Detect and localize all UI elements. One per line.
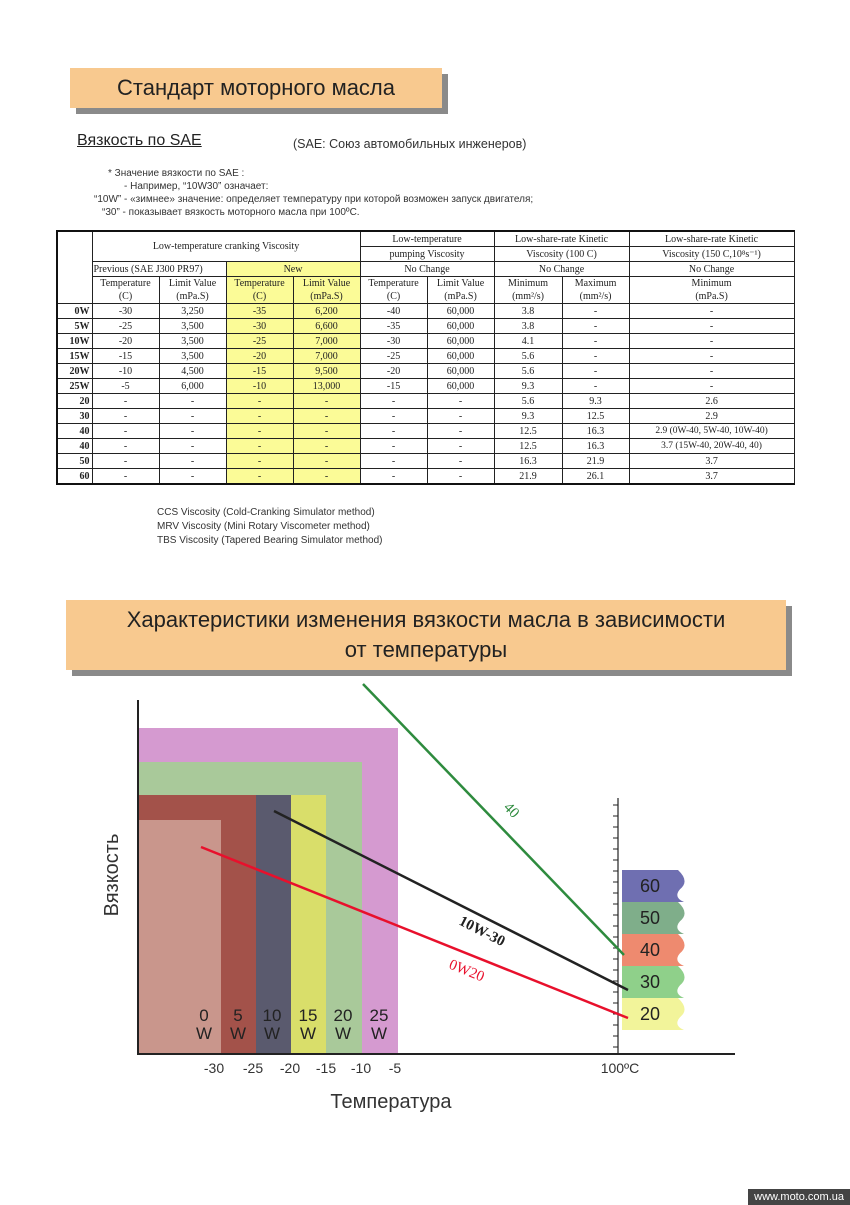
table-cell: - bbox=[92, 409, 159, 424]
grade-cell: 10W bbox=[57, 334, 92, 349]
table-cell: - bbox=[92, 454, 159, 469]
table-cell: - bbox=[629, 319, 794, 334]
table-cell: - bbox=[562, 379, 629, 394]
winter-grade-number: 5 bbox=[233, 1006, 243, 1025]
winter-grade-number: 15 bbox=[298, 1006, 318, 1025]
series-label-0w20: 0W20 bbox=[446, 956, 487, 986]
grade-cell: 0W bbox=[57, 304, 92, 319]
table-cell: - bbox=[159, 454, 226, 469]
table-cell: -35 bbox=[226, 304, 293, 319]
table-cell: 12.5 bbox=[562, 409, 629, 424]
summer-grade-label: 50 bbox=[639, 908, 661, 928]
header-previous: Previous (SAE J300 PR97) bbox=[92, 262, 226, 277]
header-pumping-2: pumping Viscosity bbox=[360, 247, 494, 262]
grade-cell: 40 bbox=[57, 439, 92, 454]
x-tick-label: -20 bbox=[279, 1060, 301, 1076]
header-no-change: No Change bbox=[360, 262, 494, 277]
x-axis-label: Температура bbox=[330, 1091, 452, 1113]
grade-cell: 40 bbox=[57, 424, 92, 439]
axis-100c-ticks bbox=[613, 805, 618, 1047]
header-pumping-1: Low-temperature bbox=[360, 231, 494, 247]
grade-cell: 25W bbox=[57, 379, 92, 394]
chart-title-line-2: от температуры bbox=[344, 637, 508, 662]
table-cell: - bbox=[427, 409, 494, 424]
note-line: - Например, “10W30” означает: bbox=[124, 181, 269, 192]
section-heading: Вязкость по SAE bbox=[77, 132, 202, 149]
table-cell: - bbox=[360, 409, 427, 424]
table-cell: -20 bbox=[360, 364, 427, 379]
table-cell: 16.3 bbox=[562, 439, 629, 454]
series-line-40 bbox=[363, 684, 624, 955]
header-no-change: No Change bbox=[629, 262, 794, 277]
table-cell: 7,000 bbox=[293, 334, 360, 349]
table-cell: 60,000 bbox=[427, 364, 494, 379]
table-cell: 9.3 bbox=[494, 379, 562, 394]
table-cell: - bbox=[360, 469, 427, 485]
col-header: Temperature (C) bbox=[226, 277, 293, 304]
table-cell: - bbox=[226, 394, 293, 409]
table-cell: 9,500 bbox=[293, 364, 360, 379]
table-cell: - bbox=[293, 454, 360, 469]
table-cell: -15 bbox=[226, 364, 293, 379]
grade-cell: 15W bbox=[57, 349, 92, 364]
section-note: (SAE: Союз автомобильных инженеров) bbox=[293, 137, 527, 151]
table-cell: - bbox=[427, 469, 494, 485]
table-cell: - bbox=[629, 379, 794, 394]
grade-cell: 30 bbox=[57, 409, 92, 424]
table-cell: 12.5 bbox=[494, 424, 562, 439]
table-cell: 5.6 bbox=[494, 364, 562, 379]
table-cell: - bbox=[226, 409, 293, 424]
table-cell: - bbox=[562, 304, 629, 319]
table-cell: 3.7 bbox=[629, 469, 794, 485]
table-cell: 60,000 bbox=[427, 349, 494, 364]
winter-grade-number: 25 bbox=[369, 1006, 389, 1025]
table-cell: - bbox=[226, 439, 293, 454]
table-cell: 3.8 bbox=[494, 304, 562, 319]
header-kin150-2: Viscosity (150 C,10⁸s⁻¹) bbox=[629, 247, 794, 262]
x-tick-label: -5 bbox=[388, 1060, 402, 1076]
table-cell: 3,250 bbox=[159, 304, 226, 319]
winter-grade-unit: W bbox=[299, 1024, 317, 1043]
method-note: MRV Viscosity (Mini Rotary Viscometer method) bbox=[157, 521, 370, 532]
table-cell: 5.6 bbox=[494, 349, 562, 364]
table-cell: -35 bbox=[360, 319, 427, 334]
table-cell: 60,000 bbox=[427, 319, 494, 334]
table-cell: - bbox=[427, 454, 494, 469]
header-new: New bbox=[226, 262, 360, 277]
summer-grade-label: 40 bbox=[639, 940, 661, 960]
note-line: “10W” - «зимнее» значение: определяет температуру при которой возможен запуск двигателя; bbox=[94, 194, 534, 205]
table-cell: - bbox=[293, 469, 360, 485]
table-cell: 4.1 bbox=[494, 334, 562, 349]
table-cell: 6,000 bbox=[159, 379, 226, 394]
table-cell: 3.8 bbox=[494, 319, 562, 334]
col-header: Minimum (mPa.S) bbox=[629, 277, 794, 304]
table-cell: - bbox=[92, 469, 159, 485]
table-cell: -30 bbox=[360, 334, 427, 349]
table-cell: 7,000 bbox=[293, 349, 360, 364]
col-header: Temperature (C) bbox=[360, 277, 427, 304]
table-cell: 3,500 bbox=[159, 349, 226, 364]
table-cell: 3,500 bbox=[159, 334, 226, 349]
table-cell: 16.3 bbox=[562, 424, 629, 439]
table-cell: 3,500 bbox=[159, 319, 226, 334]
table-cell: 21.9 bbox=[494, 469, 562, 485]
table-cell: 2.9 bbox=[629, 409, 794, 424]
header-kin150-1: Low-share-rate Kinetic bbox=[629, 231, 794, 247]
method-note: CCS Viscosity (Cold-Cranking Simulator method) bbox=[157, 507, 375, 518]
table-cell: 60,000 bbox=[427, 334, 494, 349]
grade-cell: 20 bbox=[57, 394, 92, 409]
table-cell: - bbox=[226, 469, 293, 485]
table-cell: - bbox=[562, 319, 629, 334]
table-cell: - bbox=[360, 454, 427, 469]
table-cell: - bbox=[226, 454, 293, 469]
table-cell: - bbox=[360, 439, 427, 454]
winter-grade-unit: W bbox=[229, 1024, 247, 1043]
table-cell: - bbox=[159, 409, 226, 424]
x-tick-label: -30 bbox=[203, 1060, 225, 1076]
table-cell: -30 bbox=[226, 319, 293, 334]
note-line: “30” - показывает вязкость моторного масла при 100ºC. bbox=[102, 207, 360, 218]
table-cell: -25 bbox=[92, 319, 159, 334]
table-cell: 13,000 bbox=[293, 379, 360, 394]
table-cell: - bbox=[293, 439, 360, 454]
table-cell: -20 bbox=[92, 334, 159, 349]
table-cell: 6,600 bbox=[293, 319, 360, 334]
table-cell: - bbox=[629, 304, 794, 319]
table-cell: 60,000 bbox=[427, 379, 494, 394]
table-cell: - bbox=[427, 439, 494, 454]
x-tick-label: -15 bbox=[315, 1060, 337, 1076]
x-axis-ticks bbox=[204, 1060, 639, 1076]
header-kin100-1: Low-share-rate Kinetic bbox=[494, 231, 629, 247]
winter-grade-unit: W bbox=[195, 1024, 213, 1043]
x-tick-label: -25 bbox=[242, 1060, 264, 1076]
table-cell: - bbox=[629, 364, 794, 379]
table-cell: -20 bbox=[226, 349, 293, 364]
series-label-40: 40 bbox=[500, 799, 523, 822]
header-no-change: No Change bbox=[494, 262, 629, 277]
col-header: Limit Value (mPa.S) bbox=[293, 277, 360, 304]
grade-cell: 50 bbox=[57, 454, 92, 469]
table-cell: 9.3 bbox=[562, 394, 629, 409]
table-cell: 21.9 bbox=[562, 454, 629, 469]
winter-grade-number: 20 bbox=[333, 1006, 353, 1025]
summer-grade-bands bbox=[622, 870, 685, 1030]
watermark: www.moto.com.ua bbox=[748, 1189, 850, 1205]
table-cell: -10 bbox=[92, 364, 159, 379]
table-cell: 3.7 (15W-40, 20W-40, 40) bbox=[629, 439, 794, 454]
table-cell: - bbox=[629, 349, 794, 364]
table-cell: - bbox=[92, 424, 159, 439]
col-header: Limit Value (mPa.S) bbox=[159, 277, 226, 304]
table-cell: -30 bbox=[92, 304, 159, 319]
table-cell: -15 bbox=[360, 379, 427, 394]
chart-title-line-1: Характеристики изменения вязкости масла в зависимости bbox=[126, 607, 726, 632]
table-cell: 9.3 bbox=[494, 409, 562, 424]
table-cell: - bbox=[159, 439, 226, 454]
winter-grade-unit: W bbox=[334, 1024, 352, 1043]
table-cell: - bbox=[360, 424, 427, 439]
x-tick-label: -10 bbox=[350, 1060, 372, 1076]
table-cell: - bbox=[226, 424, 293, 439]
table-cell: 6,200 bbox=[293, 304, 360, 319]
table-cell: -25 bbox=[360, 349, 427, 364]
winter-grade-unit: W bbox=[263, 1024, 281, 1043]
summer-grade-label: 30 bbox=[639, 972, 661, 992]
table-cell: - bbox=[92, 439, 159, 454]
table-cell: -25 bbox=[226, 334, 293, 349]
col-header: Limit Value (mPa.S) bbox=[427, 277, 494, 304]
grade-cell: 20W bbox=[57, 364, 92, 379]
table-cell: 2.9 (0W-40, 5W-40, 10W-40) bbox=[629, 424, 794, 439]
table-cell: -15 bbox=[92, 349, 159, 364]
table-cell: - bbox=[562, 364, 629, 379]
table-cell: - bbox=[427, 424, 494, 439]
grade-cell: 60 bbox=[57, 469, 92, 485]
winter-grade-number: 10 bbox=[262, 1006, 282, 1025]
table-cell: 12.5 bbox=[494, 439, 562, 454]
page-title-text: Стандарт моторного масла bbox=[117, 75, 395, 100]
table-cell: -40 bbox=[360, 304, 427, 319]
table-cell: - bbox=[293, 409, 360, 424]
table-cell: - bbox=[293, 424, 360, 439]
header-kin100-2: Viscosity (100 C) bbox=[494, 247, 629, 262]
col-header: Temperature (C) bbox=[92, 277, 159, 304]
table-cell: 16.3 bbox=[494, 454, 562, 469]
table-cell: - bbox=[562, 334, 629, 349]
table-cell: - bbox=[159, 469, 226, 485]
winter-grade-number: 0 bbox=[199, 1006, 209, 1025]
x-tick-label: 100ºC bbox=[600, 1060, 640, 1076]
table-cell: 26.1 bbox=[562, 469, 629, 485]
table-cell: 4,500 bbox=[159, 364, 226, 379]
summer-grade-label: 60 bbox=[639, 876, 661, 896]
table-cell: -5 bbox=[92, 379, 159, 394]
table-cell: - bbox=[92, 394, 159, 409]
table-cell: - bbox=[629, 334, 794, 349]
table-cell: - bbox=[293, 394, 360, 409]
y-axis-label: Вязкость bbox=[101, 833, 123, 917]
table-cell: 3.7 bbox=[629, 454, 794, 469]
grade-cell: 5W bbox=[57, 319, 92, 334]
series-label-10w-30: 10W-30 bbox=[456, 913, 508, 951]
summer-grade-label: 20 bbox=[639, 1004, 661, 1024]
winter-grade-unit: W bbox=[370, 1024, 388, 1043]
method-note: TBS Viscosity (Tapered Bearing Simulator method) bbox=[157, 535, 383, 546]
table-cell: - bbox=[360, 394, 427, 409]
col-header: Maximum (mm²/s) bbox=[562, 277, 629, 304]
table-cell: - bbox=[427, 394, 494, 409]
table-cell: - bbox=[159, 394, 226, 409]
col-header: Minimum (mm²/s) bbox=[494, 277, 562, 304]
header-cranking: Low-temperature cranking Viscosity bbox=[92, 231, 360, 262]
note-line: * Значение вязкости по SAE : bbox=[108, 168, 245, 179]
table-cell: 60,000 bbox=[427, 304, 494, 319]
table-cell: - bbox=[562, 349, 629, 364]
table-cell: -10 bbox=[226, 379, 293, 394]
table-cell: 2.6 bbox=[629, 394, 794, 409]
table-cell: - bbox=[159, 424, 226, 439]
table-cell: 5.6 bbox=[494, 394, 562, 409]
